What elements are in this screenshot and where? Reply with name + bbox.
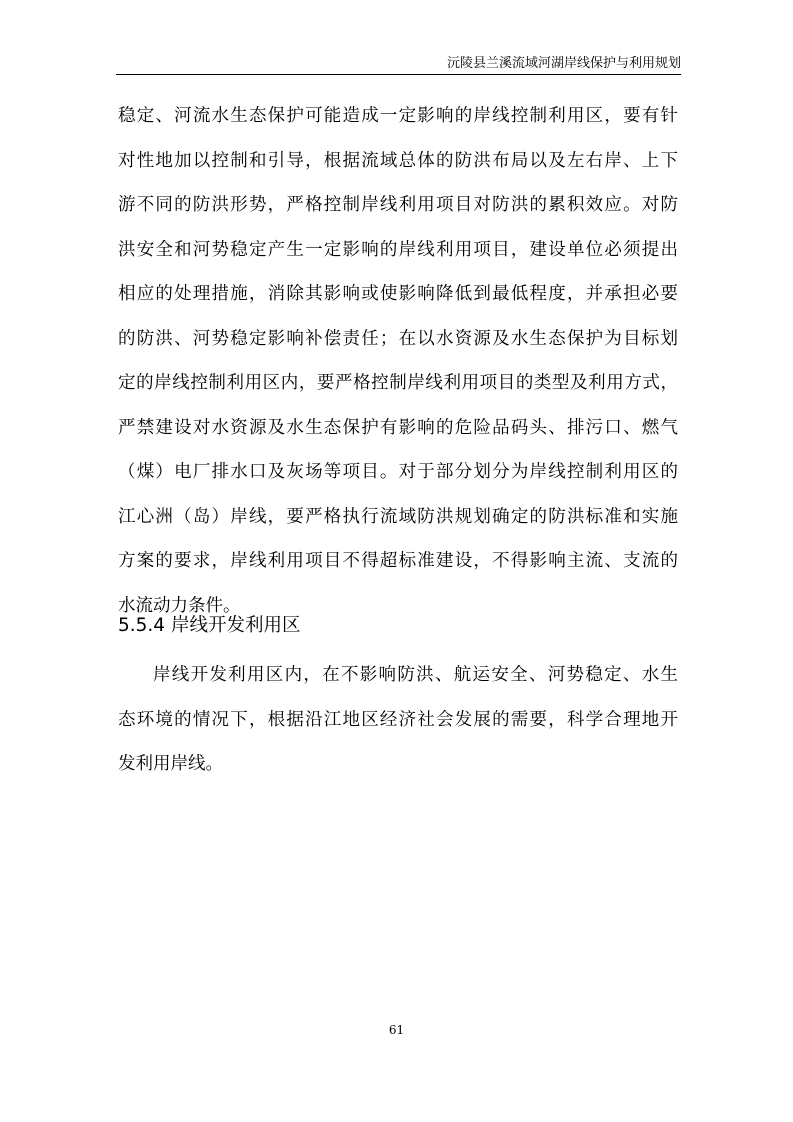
paragraph-line: 对性地加以控制和引导，根据流域总体的防洪布局以及左右岸、上下 <box>118 150 678 171</box>
paragraph-line: 岸线开发利用区内，在不影响防洪、航运安全、河势稳定、水生 <box>153 665 678 685</box>
running-header-title: 沅陵县兰溪流域河湖岸线保护与利用规划 <box>446 56 681 71</box>
page-number: 61 <box>388 1023 405 1037</box>
header-rule <box>116 74 681 75</box>
paragraph-line: （煤）电厂排水口及灰场等项目。对于部分划分为岸线控制利用区的 <box>118 462 678 482</box>
paragraph-line: 相应的处理措施，消除其影响或使影响降低到最低程度，并承担必要 <box>118 284 678 304</box>
paragraph-line: 江心洲（岛）岸线，要严格执行流域防洪规划确定的防洪标准和实施 <box>118 506 678 527</box>
section-heading: 5.5.4 岸线开发利用区 <box>118 615 301 636</box>
paragraph-line: 发利用岸线。 <box>118 754 223 774</box>
paragraph-line: 态环境的情况下，根据沿江地区经济社会发展的需要，科学合理地开 <box>118 709 678 730</box>
paragraph-development-zone <box>118 658 678 792</box>
paragraph-line: 游不同的防洪形势，严格控制岸线利用项目对防洪的累积效应。对防 <box>118 195 678 215</box>
paragraph-line: 方案的要求，岸线利用项目不得超标准建设，不得影响主流、支流的 <box>118 551 678 571</box>
paragraph-line: 严禁建设对水资源及水生态保护有影响的危险品码头、排污口、燃气 <box>118 417 678 438</box>
paragraph-control-zone <box>118 99 678 633</box>
paragraph-line: 洪安全和河势稳定产生一定影响的岸线利用项目，建设单位必须提出 <box>118 239 678 260</box>
paragraph-line: 定的岸线控制利用区内，要严格控制岸线利用项目的类型及利用方式， <box>118 373 678 393</box>
paragraph-line: 稳定、河流水生态保护可能造成一定影响的岸线控制利用区，要有针 <box>118 106 678 126</box>
paragraph-line: 的防洪、河势稳定影响补偿责任；在以水资源及水生态保护为目标划 <box>118 328 678 349</box>
paragraph-line: 水流动力条件。 <box>118 595 241 616</box>
